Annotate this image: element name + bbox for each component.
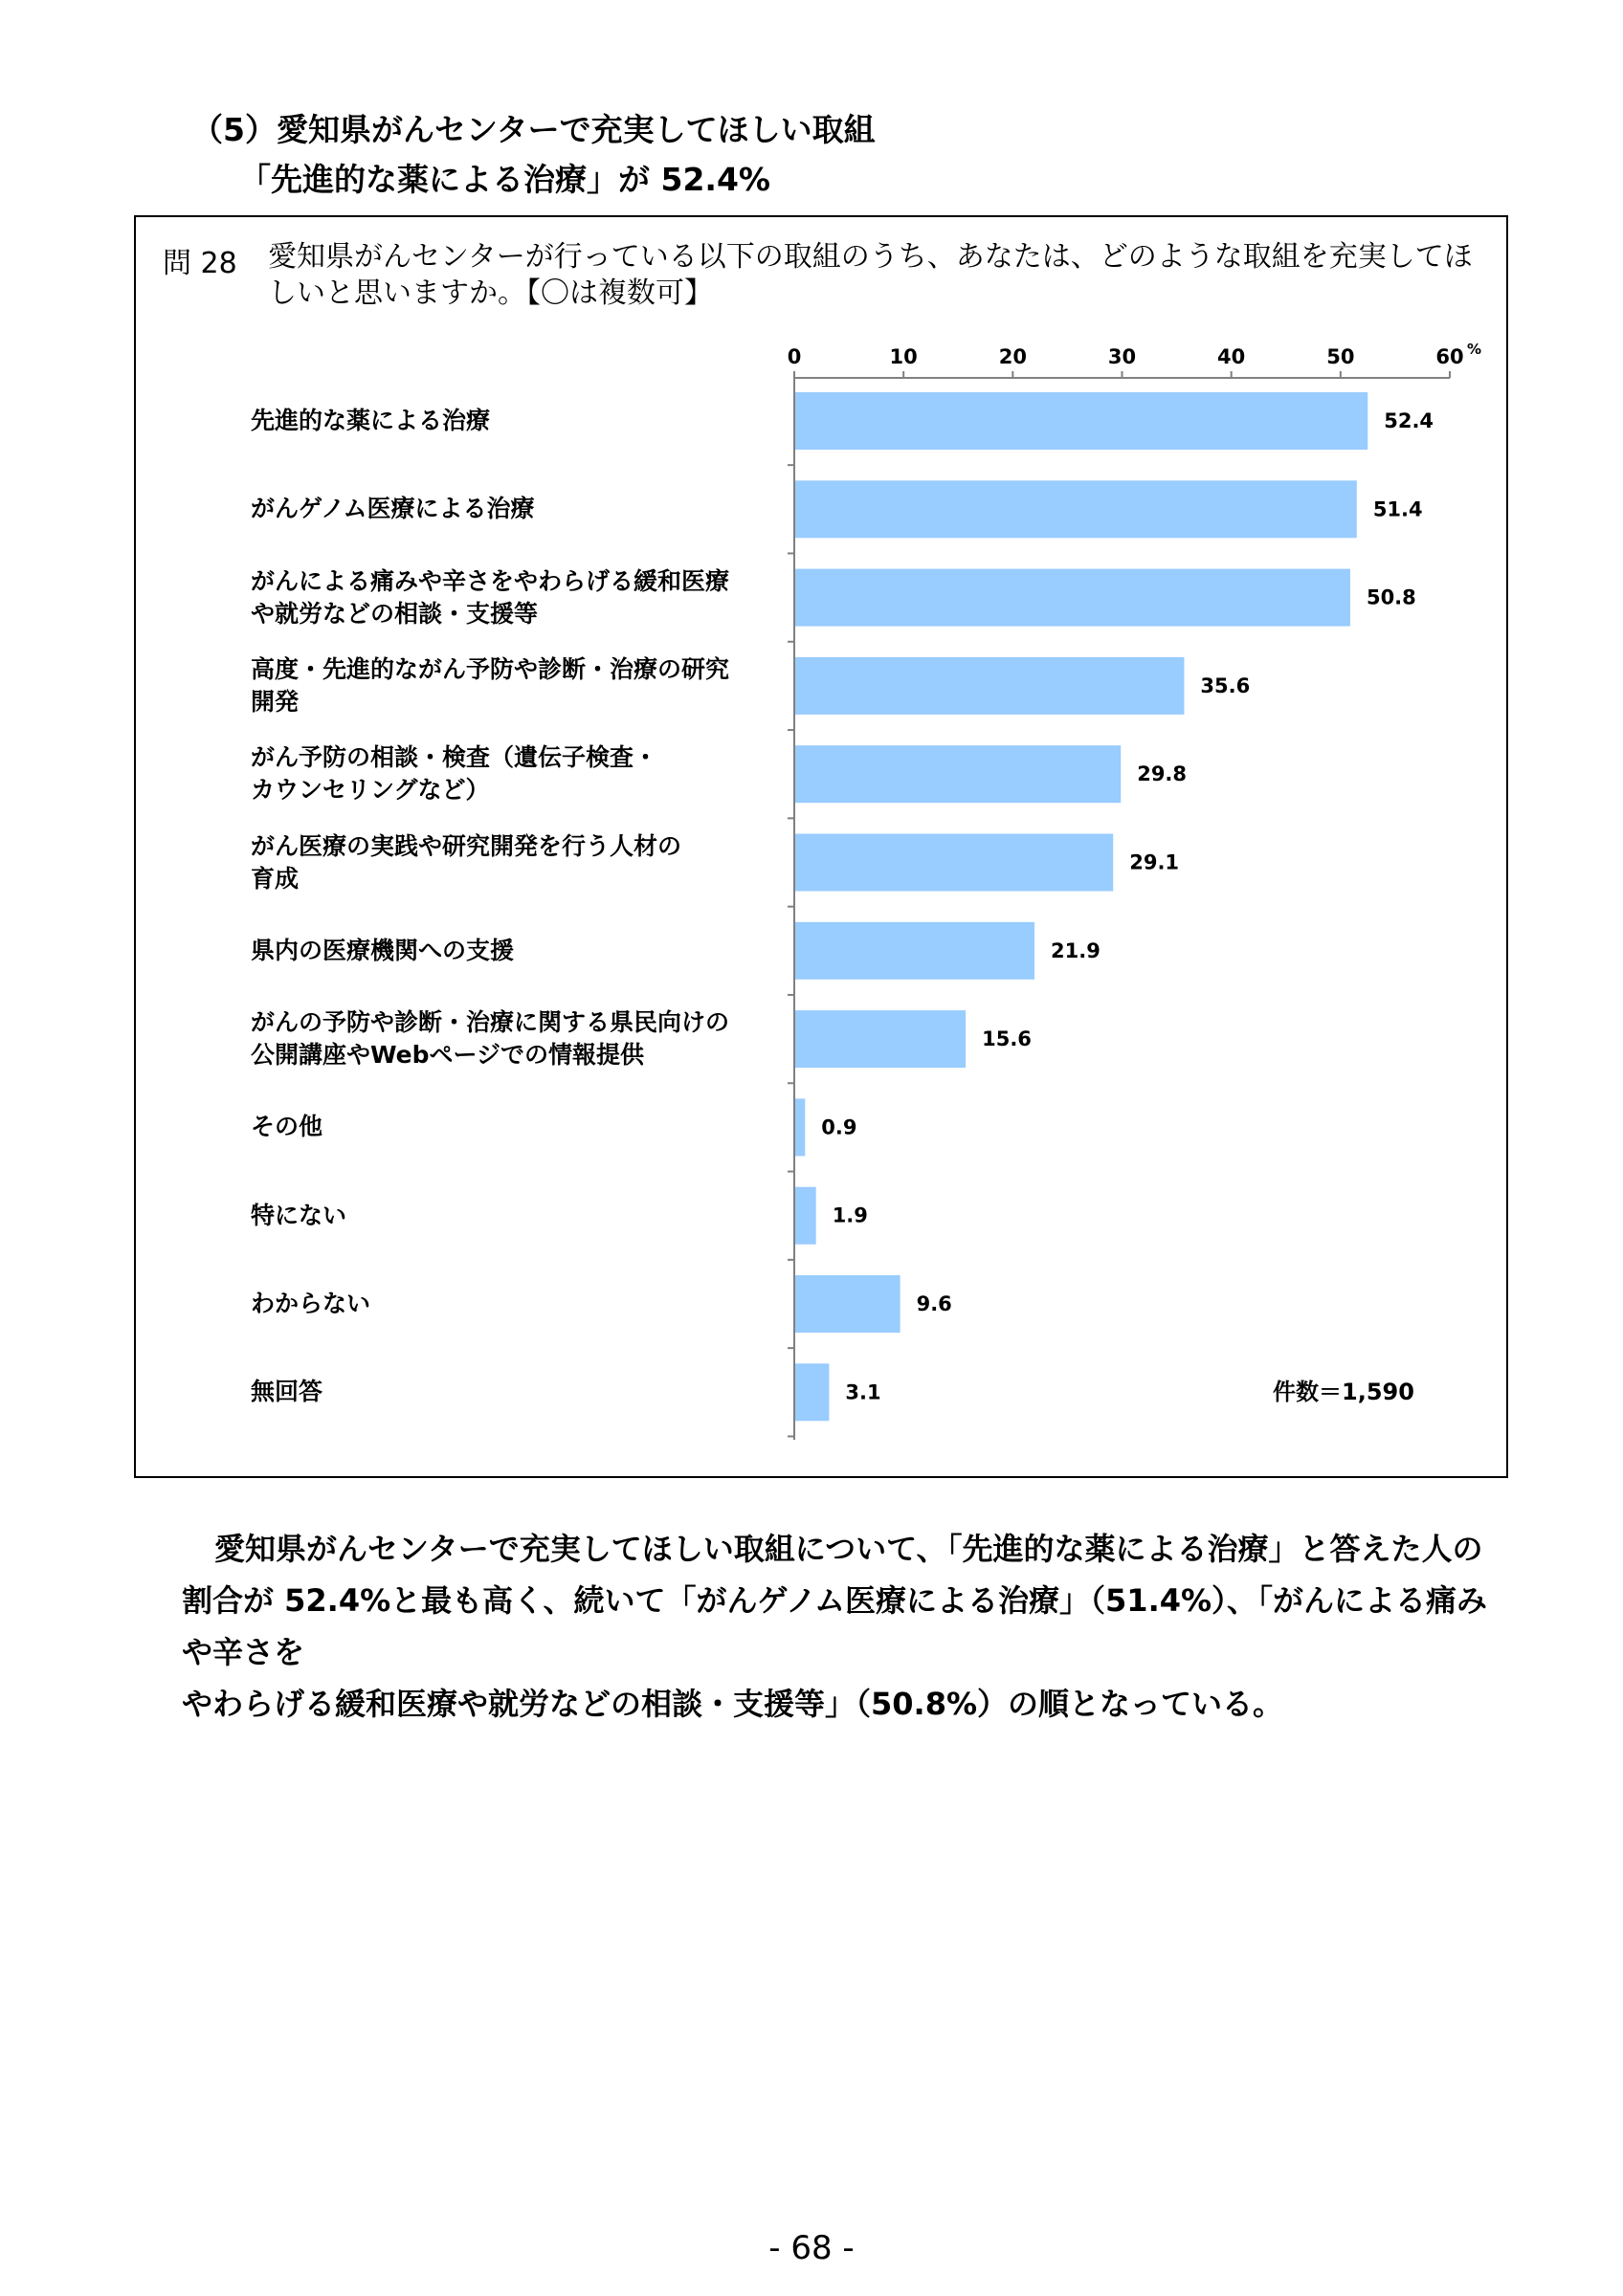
summary-line: 愛知県がんセンターで充実してほしい取組について、「先進的な薬による治療」と答えた人の xyxy=(214,1531,1483,1567)
category-label-line: 県内の医療機関への支援 xyxy=(251,936,515,964)
x-tick-label: 40 xyxy=(1217,345,1246,368)
data-label: 50.8 xyxy=(1366,585,1416,609)
data-label: 29.8 xyxy=(1137,762,1188,786)
data-label: 9.6 xyxy=(916,1292,952,1315)
x-tick-label: 10 xyxy=(889,345,918,368)
bar xyxy=(795,480,1357,538)
x-tick-label: 60 xyxy=(1435,345,1464,368)
data-label: 52.4 xyxy=(1384,409,1434,432)
data-label: 21.9 xyxy=(1051,938,1101,962)
x-tick-label: 20 xyxy=(998,345,1027,368)
category-label-line: わからない xyxy=(251,1290,371,1317)
bar xyxy=(795,392,1367,450)
category-label-line: 先進的な薬による治療 xyxy=(251,407,491,434)
bar xyxy=(795,922,1034,980)
bar xyxy=(795,1275,900,1333)
category-label-line: 無回答 xyxy=(251,1378,323,1406)
question-text: 愛知県がんセンターが行っている以下の取組のうち、あなたは、どのような取組を充実してほしいと思いますか。【〇は複数可】 xyxy=(268,240,1473,310)
sample-count: 件数＝1,590 xyxy=(1273,1379,1414,1405)
data-label: 3.1 xyxy=(845,1380,881,1404)
data-label: 35.6 xyxy=(1200,673,1251,697)
category-label-line: その他 xyxy=(251,1113,323,1141)
x-unit-label: % xyxy=(1467,341,1482,358)
bar xyxy=(795,1010,966,1068)
section-heading: （5）愛知県がんセンターで充実してほしい取組 xyxy=(191,111,876,148)
category-label-line: がんゲノム医療による治療 xyxy=(251,495,535,523)
bar xyxy=(795,569,1350,627)
category-label-line: カウンセリングなど） xyxy=(251,776,490,805)
bar xyxy=(795,1098,805,1156)
page-number: - 68 - xyxy=(768,2229,855,2267)
bar xyxy=(795,1187,816,1245)
category-label-line: がんによる痛みや辛さをやわらげる緩和医療 xyxy=(251,566,730,595)
category-label-line: がんの予防や診断・治療に関する県民向けの xyxy=(251,1008,730,1037)
category-label-line: がん医療の実践や研究開発を行う人材の xyxy=(251,831,682,860)
category-label-line: 育成 xyxy=(251,864,300,893)
bar xyxy=(795,834,1113,892)
x-tick-label: 50 xyxy=(1326,345,1355,368)
category-label-line: 特にない xyxy=(251,1201,347,1229)
summary-text xyxy=(182,1523,1502,1730)
category-label-line: や就労などの相談・支援等 xyxy=(251,599,539,628)
x-tick-label: 30 xyxy=(1107,345,1137,368)
category-label-line: 開発 xyxy=(251,687,300,716)
category-label-line: 公開講座やWebページでの情報提供 xyxy=(251,1041,645,1070)
section-subheading: 「先進的な薬による治療」が 52.4% xyxy=(239,161,770,198)
data-label: 0.9 xyxy=(821,1115,857,1139)
category-label-line: がん予防の相談・検査（遺伝子検査・ xyxy=(251,743,658,772)
summary-line: 割合が 52.4%と最も高く、続いて「がんゲノム医療による治療」（51.4%）、「がんによる痛みや辛さを xyxy=(182,1582,1488,1670)
category-label-line: 高度・先進的ながん予防や診断・治療の研究 xyxy=(251,654,730,683)
data-label: 51.4 xyxy=(1372,497,1423,521)
bar xyxy=(795,745,1121,803)
summary-line: やわらげる緩和医療や就労などの相談・支援等」（50.8%）の順となっている。 xyxy=(182,1686,1284,1722)
question-number: 問 28 xyxy=(163,247,237,280)
data-label: 1.9 xyxy=(832,1203,868,1227)
data-label: 29.1 xyxy=(1129,850,1180,874)
data-label: 15.6 xyxy=(982,1027,1032,1051)
bar xyxy=(795,657,1184,715)
x-tick-label: 0 xyxy=(787,345,802,368)
bar xyxy=(795,1363,829,1421)
